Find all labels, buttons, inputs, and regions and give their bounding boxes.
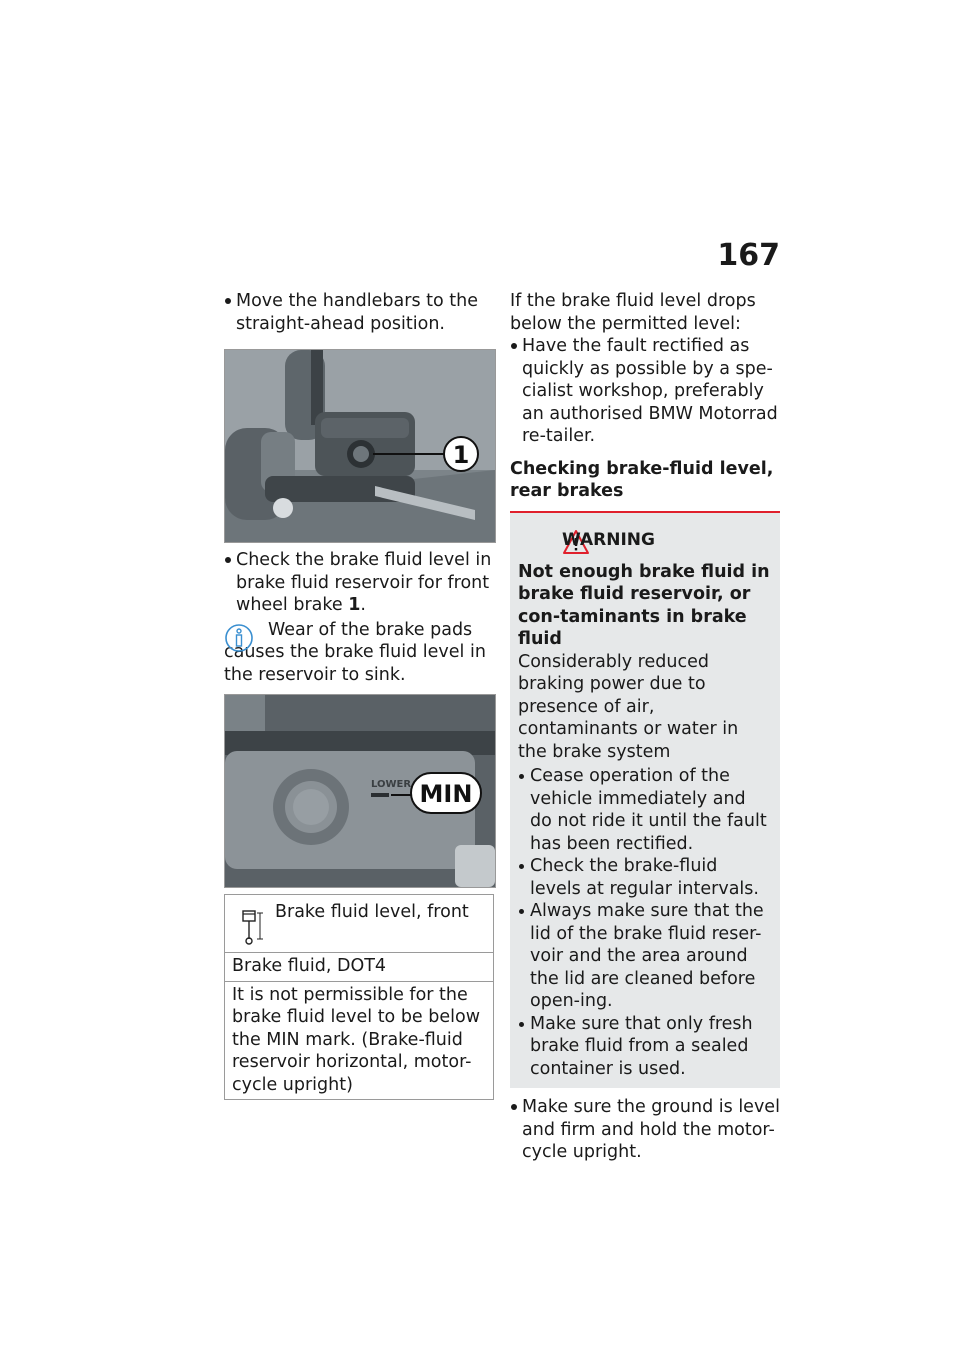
warning-list bbox=[518, 765, 772, 1080]
photo-callout-1: 1 bbox=[452, 441, 470, 469]
photo-min-mark bbox=[224, 694, 496, 888]
spec-table bbox=[224, 894, 494, 1100]
min-mark-callout: MIN bbox=[419, 780, 473, 808]
left-column bbox=[224, 290, 494, 1100]
right-column bbox=[510, 290, 780, 1164]
section-heading-rear-brakes: Checking brake-fluid level, rear brakes bbox=[510, 458, 774, 501]
brake-fluid-level-icon bbox=[237, 905, 265, 945]
warning-consequence: Considerably reduced braking power due to presence of air, contaminants or water in the brake system bbox=[518, 651, 739, 762]
note-text: Wear of the brake pads causes the brake fluid level in the reservoir to sink. bbox=[224, 619, 486, 685]
step-level-ground: Make sure the ground is level and firm and hold the motor-cycle upright. bbox=[510, 1096, 780, 1164]
spec-fluid-type: Brake fluid, DOT4 bbox=[225, 952, 493, 981]
spec-header bbox=[225, 895, 493, 952]
step-straighten-handlebars: Move the handlebars to the straight-ahead position. bbox=[224, 290, 494, 335]
warning-item: Always make sure that the lid of the brake fluid reser-voir and the area around the lid are cleaned before open-ing. bbox=[518, 900, 772, 1013]
level-drop-intro: If the brake fluid level drops below the permitted level: bbox=[510, 291, 756, 334]
warning-box bbox=[510, 511, 780, 1089]
info-note bbox=[224, 619, 494, 687]
step-check-level-ref: 1 bbox=[348, 595, 361, 615]
spec-title: Brake fluid level, front bbox=[275, 902, 469, 922]
step-have-fault-rectified: Have the fault rectified as quickly as possible by a spe-cialist workshop, preferably an authorised BMW Motorrad re-tailer. bbox=[510, 335, 780, 448]
warning-title: WARNING bbox=[562, 529, 655, 550]
step-check-level bbox=[224, 549, 494, 617]
step-check-level-text: Check the brake fluid level in brake fluid reservoir for front wheel brake bbox=[236, 550, 492, 615]
step-check-level-end: . bbox=[360, 595, 366, 615]
warning-item: Cease operation of the vehicle immediately and do not ride it until the fault has been rectified. bbox=[518, 765, 772, 855]
warning-title-row bbox=[518, 527, 772, 557]
spec-description: It is not permissible for the brake fluid level to be below the MIN mark. (Brake-fluid reservoir horizontal, motor-cycle upright) bbox=[225, 981, 493, 1100]
page-number: 167 bbox=[717, 238, 780, 273]
warning-item: Make sure that only fresh brake fluid from a sealed container is used. bbox=[518, 1013, 772, 1081]
lower-mark-label: LOWER bbox=[371, 779, 412, 790]
photo-front-brake-reservoir bbox=[224, 349, 496, 543]
warning-item: Check the brake-fluid levels at regular intervals. bbox=[518, 855, 772, 900]
warning-subhead: Not enough brake fluid in brake fluid reservoir, or con-taminants in brake fluid bbox=[518, 561, 770, 649]
info-icon bbox=[224, 623, 254, 653]
